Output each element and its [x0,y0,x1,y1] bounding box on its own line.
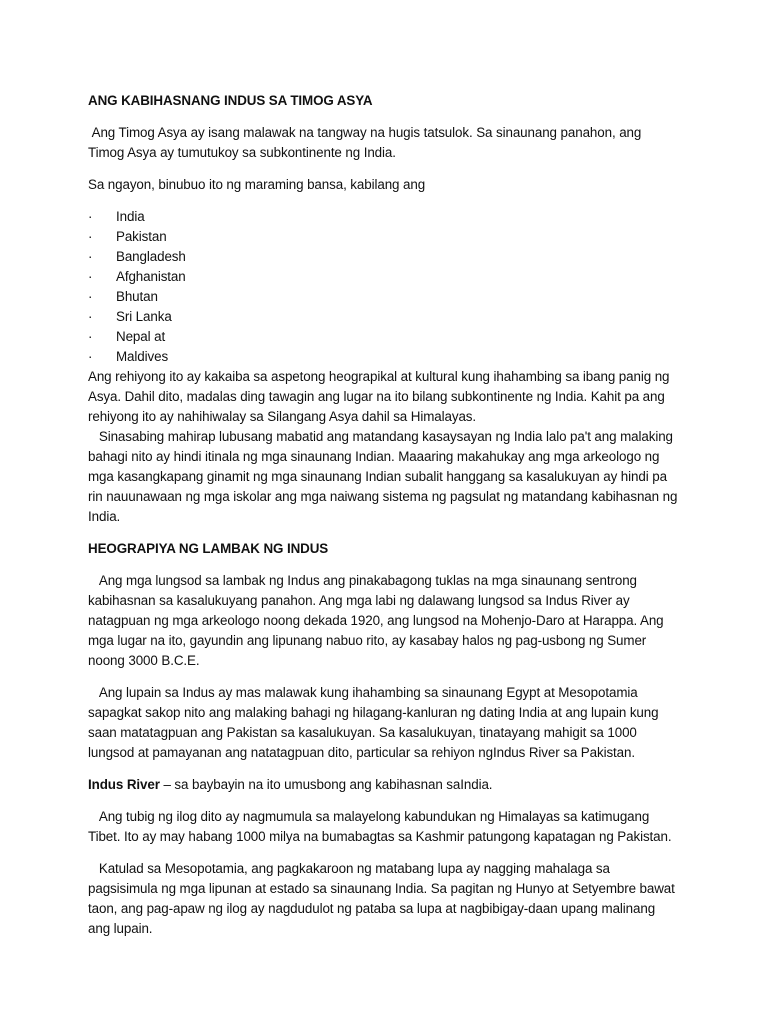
list-item [88,207,680,227]
list-item [88,347,680,367]
region-paragraph: Ang rehiyong ito ay kakaiba sa aspetong heograpikal at kultural kung ihahambing sa ibang panig ng Asya. Dahil dito, madalas ding tawagin ang lugar na ito bilang subkontinente ng India. Kahit pa ang rehiyong ito ay nahihiwalay sa Silangang Asya dahil sa Himalayas. [88,369,670,424]
list-item [88,307,680,327]
country-name: Pakistan [116,229,167,244]
list-item [88,267,680,287]
bullet: · [88,289,93,304]
history-paragraph: Sinasabing mahirap lubusang mabatid ang matandang kasaysayan ng India lalo pa't ang malaking bahagi nito ay hindi itinala ng mga sinaunang Indian. Maaaring makahukay ang mga arkeologo ng mga kasangkapang ginamit ng mga sinaunang Indian subalit hanggang sa kasalukuyan ay hindi pa rin nauunawaan ng mga iskolar ang mga naiwang sistema ng pagsulat ng matandang kabihasnan ng India. [88,429,681,524]
list-item [88,287,680,307]
country-list [88,207,680,367]
heading-indus-geography: HEOGRAPIYA NG LAMBAK NG INDUS [88,541,329,556]
indus-river-paragraph [88,775,680,795]
bullet: · [88,229,93,244]
country-name: India [116,209,145,224]
cities-paragraph: Ang mga lungsod sa lambak ng Indus ang pinakabagong tuklas na mga sinaunang sentrong kabihasnan sa kasalukuyang panahon. Ang mga labi ng dalawang lungsod sa Indus River ay natagpuan ng mga arkeologo noong dekada 1920, ang lungsod na Mohenjo-Daro at Harappa. Ang mga lugar na ito, gayundin ang lipunang nabuo rito, ay kasabay halos ng pag-usbong ng Sumer noong 3000 B.C.E. [88,573,668,668]
heading-indus-civilization: ANG KABIHASNANG INDUS SA TIMOG ASYA [88,93,373,108]
country-name: Afghanistan [116,269,186,284]
bullet: · [88,209,93,224]
bullet: · [88,309,93,324]
indus-river-label: Indus River [88,777,160,792]
indus-river-text: – sa baybayin na ito umusbong ang kabihasnan saIndia. [159,777,493,792]
bullet: · [88,249,93,264]
document-body [88,91,680,951]
country-name: Nepal at [116,329,166,344]
list-item [88,227,680,247]
list-item [88,247,680,267]
country-name: Sri Lanka [116,309,172,324]
soil-paragraph: Katulad sa Mesopotamia, ang pagkakaroon ng matabang lupa ay nagging mahalaga sa pagsisimula ng mga lipunan at estado sa sinaunang India. Sa pagitan ng Hunyo at Setyembre bawat taon, ang pag-apaw ng ilog ay nagdudulot ng pataba sa lupa at nagbibigay-daan upang malinang ang lupain. [88,861,679,936]
list-intro-paragraph: Sa ngayon, binubuo ito ng maraming bansa, kabilang ang [88,177,426,192]
bullet: · [88,349,93,364]
country-name: Maldives [116,349,169,364]
intro-paragraph: Ang Timog Asya ay isang malawak na tangway na hugis tatsulok. Sa sinaunang panahon, ang Timog Asya ay tumutukoy sa subkontinente ng India. [88,125,645,160]
water-paragraph: Ang tubig ng ilog dito ay nagmumula sa malayelong kabundukan ng Himalayas sa katimugang Tibet. Ito ay may habang 1000 milya na bumabagtas sa Kashmir patungong kapatagan ng Pakistan. [88,809,672,844]
list-item [88,327,680,347]
bullet: · [88,269,93,284]
bullet: · [88,329,93,344]
country-name: Bhutan [116,289,158,304]
land-paragraph: Ang lupain sa Indus ay mas malawak kung ihahambing sa sinaunang Egypt at Mesopotamia sapagkat sakop nito ang malaking bahagi ng hilagang-kanluran ng dating India at ang lupain kung saan matatagpuan ang Pakistan sa kasalukuyan. Sa kasalukuyan, tinatayang mahigit sa 1000 lungsod at pamayanan ang natatagpuan dito, particular sa rehiyon ngIndus River sa Pakistan. [88,685,663,760]
country-name: Bangladesh [116,249,186,264]
